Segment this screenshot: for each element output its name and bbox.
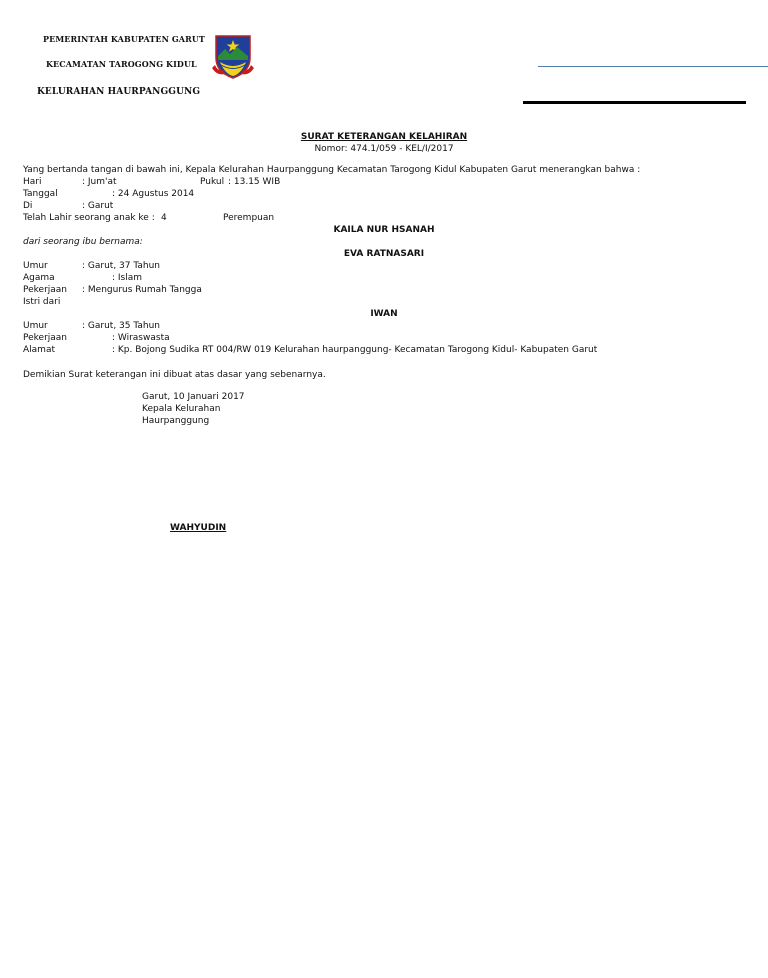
time-label: Pukul xyxy=(200,177,225,187)
header-bold-rule xyxy=(523,101,746,104)
header-thin-rule xyxy=(538,66,768,67)
time-value: : 13.15 WIB xyxy=(228,177,281,187)
mother-age-label: Umur xyxy=(23,261,48,271)
signature-position-village: Haurpanggung xyxy=(142,416,210,426)
mother-age-value: : Garut, 37 Tahun xyxy=(82,261,160,271)
place-value: : Garut xyxy=(82,201,114,211)
closing-text: Demikian Surat keterangan ini dibuat atas dasar yang sebenarnya. xyxy=(23,370,326,380)
document-title: SURAT KETERANGAN KELAHIRAN xyxy=(300,132,468,142)
child-label: Telah Lahir seorang anak ke : xyxy=(23,213,155,223)
child-name: KAILA NUR HSANAH xyxy=(333,225,435,235)
father-job-value: : Wiraswasta xyxy=(112,333,170,343)
intro-text: Yang bertanda tangan di bawah ini, Kepala Kelurahan Haurpanggung Kecamatan Tarogong Kidul Kabupaten Garut menerangkan bahwa : xyxy=(23,165,641,175)
child-gender: Perempuan xyxy=(223,213,275,223)
mother-job-value: : Mengurus Rumah Tangga xyxy=(82,285,202,295)
mother-religion-value: : Islam xyxy=(112,273,143,283)
mother-name: EVA RATNASARI xyxy=(343,249,425,259)
father-job-label: Pekerjaan xyxy=(23,333,68,343)
mother-intro: dari seorang ibu bernama: xyxy=(23,237,143,247)
father-age-label: Umur xyxy=(23,321,48,331)
garut-regency-emblem-icon xyxy=(211,32,255,80)
header-village: KELURAHAN HAURPANGGUNG xyxy=(37,87,201,97)
father-address-label: Alamat xyxy=(23,345,55,355)
father-name: IWAN xyxy=(370,309,398,319)
date-label: Tanggal xyxy=(23,189,58,199)
header-government: PEMERINTAH KABUPATEN GARUT xyxy=(43,34,205,44)
mother-religion-label: Agama xyxy=(23,273,55,283)
father-address-value: : Kp. Bojong Sudika RT 004/RW 019 Kelurahan haurpanggung- Kecamatan Tarogong Kidul- Kabupaten Garut xyxy=(112,345,598,355)
father-age-value: : Garut, 35 Tahun xyxy=(82,321,160,331)
signatory-name: WAHYUDIN xyxy=(170,523,227,533)
place-label: Di xyxy=(23,201,33,211)
date-value: : 24 Agustus 2014 xyxy=(112,189,195,199)
child-order: 4 xyxy=(161,213,167,223)
day-label: Hari xyxy=(23,177,42,187)
mother-job-label: Pekerjaan xyxy=(23,285,68,295)
signature-place-date: Garut, 10 Januari 2017 xyxy=(142,392,245,402)
wife-of-label: Istri dari xyxy=(23,297,61,307)
document-number: Nomor: 474.1/059 - KEL/I/2017 xyxy=(314,144,454,154)
signature-position: Kepala Kelurahan xyxy=(142,404,221,414)
day-value: : Jum'at xyxy=(82,177,117,187)
header-district: KECAMATAN TAROGONG KIDUL xyxy=(46,59,197,69)
